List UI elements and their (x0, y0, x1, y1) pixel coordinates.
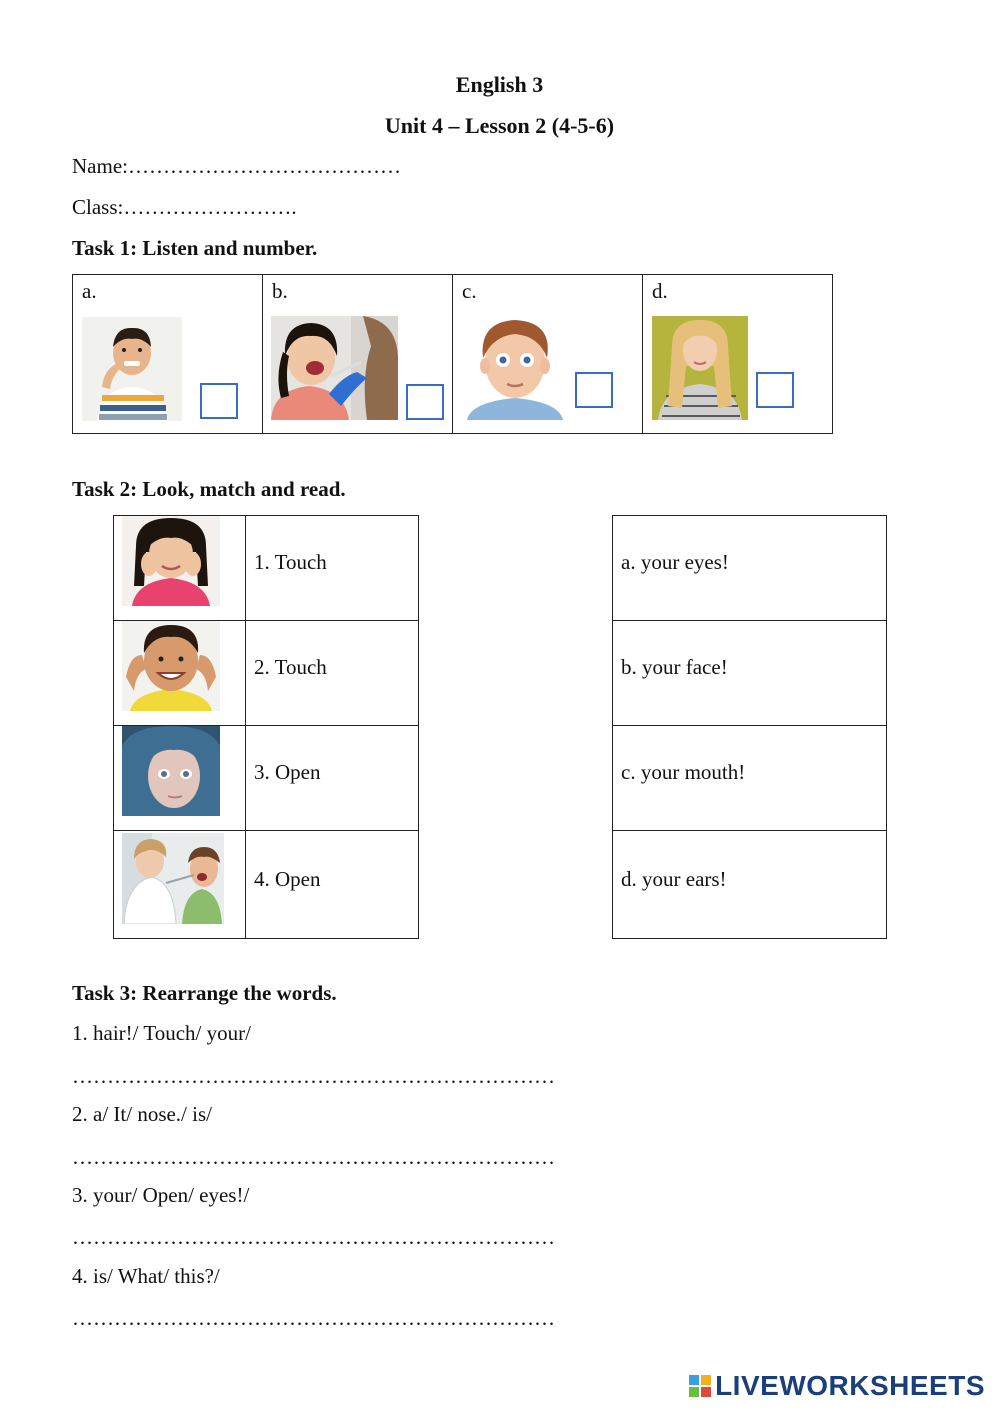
task1-answer-box-b[interactable] (406, 384, 444, 420)
task3-item-4: 4. is/ What/ this?/ (72, 1264, 220, 1288)
task1-cell-b (262, 274, 453, 434)
task1-answer-box-d[interactable] (756, 372, 794, 408)
task2-right-text-b: b. your face! (621, 655, 728, 679)
task1-answer-box-c[interactable] (575, 372, 613, 408)
task2-picture-cell-3 (113, 725, 246, 831)
task3-answer-line-1[interactable]: …………………………………………………………… (72, 1064, 555, 1088)
task2-left-text-4: 4. Open (254, 867, 321, 891)
task2-left-text-3: 3. Open (254, 760, 321, 784)
task1-label-b: b. (272, 279, 288, 303)
boy-wide-eyes-photo (461, 316, 569, 420)
name-line: Name:………………………………… (72, 154, 401, 178)
task2-right-cell-d (612, 830, 887, 939)
task1-cell-d (642, 274, 833, 434)
task3-item-1: 1. hair!/ Touch/ your/ (72, 1021, 251, 1045)
task2-picture-cell-4 (113, 830, 246, 939)
task3-answer-line-3[interactable]: …………………………………………………………… (72, 1225, 555, 1249)
task1-answer-box-a[interactable] (200, 383, 238, 419)
task1-label-d: d. (652, 279, 668, 303)
task3-item-3: 3. your/ Open/ eyes!/ (72, 1183, 250, 1207)
girl-touching-hair-photo (652, 316, 748, 420)
class-line: Class:……………………. (72, 195, 297, 219)
task1-label-a: a. (82, 279, 97, 303)
task3-answer-line-4[interactable]: …………………………………………………………… (72, 1306, 555, 1330)
liveworksheets-logo (688, 1371, 985, 1401)
task2-right-text-d: d. your ears! (621, 867, 727, 891)
task1-heading: Task 1: Listen and number. (72, 236, 318, 260)
task2-picture-cell-1 (113, 515, 246, 621)
task2-left-text-2: 2. Touch (254, 655, 327, 679)
task2-right-cell-a (612, 515, 887, 621)
task3-heading: Task 3: Rearrange the words. (72, 981, 337, 1005)
liveworksheets-logo-text: LIVEWORKSHEETS (715, 1370, 985, 1401)
girl-open-eyes-photo (122, 726, 220, 816)
worksheet-subtitle: Unit 4 – Lesson 2 (4-5-6) (384, 113, 615, 138)
boy-open-mouth-at-doctor-photo (122, 833, 224, 924)
task2-left-text-1: 1. Touch (254, 550, 327, 574)
worksheet-title: English 3 (455, 72, 544, 97)
task2-text-cell-4 (245, 830, 419, 939)
task2-text-cell-1 (245, 515, 419, 621)
task3-item-2: 2. a/ It/ nose./ is/ (72, 1102, 212, 1126)
boy-pointing-at-teeth-photo (82, 317, 182, 421)
task1-cell-a (72, 274, 263, 434)
task2-text-cell-2 (245, 620, 419, 726)
task1-cell-c (452, 274, 643, 434)
liveworksheets-logo-icon (688, 1374, 712, 1398)
task2-right-cell-c (612, 725, 887, 831)
girl-open-mouth-at-doctor-photo (271, 316, 398, 420)
boy-touching-ears-photo (122, 621, 220, 711)
task2-right-text-c: c. your mouth! (621, 760, 746, 784)
girl-touching-face-photo (122, 516, 220, 606)
task1-label-c: c. (462, 279, 477, 303)
task2-right-text-a: a. your eyes! (621, 550, 729, 574)
task2-heading: Task 2: Look, match and read. (72, 477, 346, 501)
task2-right-cell-b (612, 620, 887, 726)
task2-picture-cell-2 (113, 620, 246, 726)
task3-answer-line-2[interactable]: …………………………………………………………… (72, 1145, 555, 1169)
task2-text-cell-3 (245, 725, 419, 831)
